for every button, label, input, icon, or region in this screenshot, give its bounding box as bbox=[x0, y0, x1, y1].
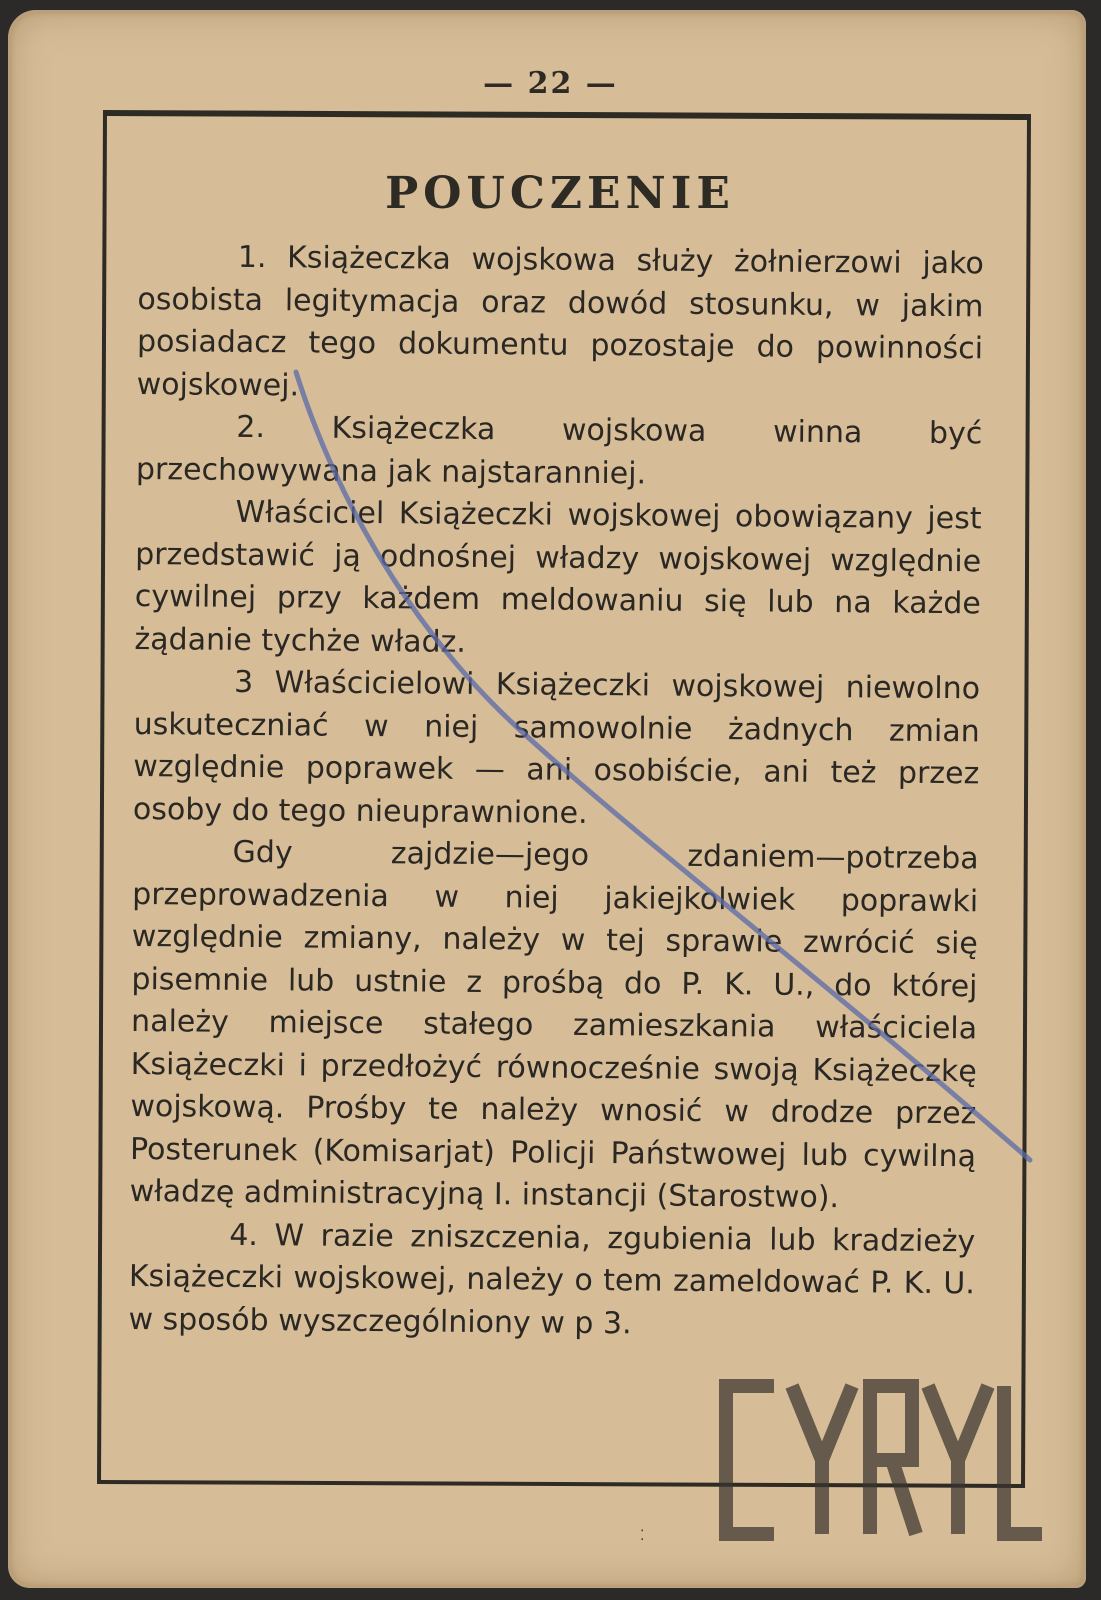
paragraph-4: 3 Właścicielowi Książeczki wojskowej niewolno uskuteczniać w niej samowolnie żadnych zmian względnie poprawek — ani osobiście, ani też przez osoby do tego nieuprawnione. bbox=[132, 664, 981, 831]
paragraph-2: 2. Książeczka wojskowa winna być przechowywana jak najstaranniej. bbox=[135, 409, 983, 491]
paragraph-3: Właściciel Książeczki wojskowej obowiązany jest przedstawić ją odnośnej władzy wojskowej względnie cywilnej przy każdem meldowaniu się lub na każde żądanie tychże władz. bbox=[134, 494, 982, 660]
paragraph-5: Gdy zajdzie—jego zdaniem—potrzeba przeprowadzenia w niej jakiejkolwiek poprawki względnie zmiany, należy w tej sprawie zwrócić się pisemnie lub ustnie z prośbą do P. K. U., do której należy miejsce stałego zamieszkania właściciela Książeczki i przedłożyć równocześnie swoją Książeczkę wojskową. Prośby te należy wnosić w drodze przez Posterunek (Komisarjat) Policji Państwowej lub cywilną władzę administracyjną I. instancji (Starostwo). bbox=[129, 834, 979, 1216]
paper-speck: ⁚ bbox=[640, 1528, 645, 1544]
cyryl-watermark-logo bbox=[716, 1376, 1046, 1544]
instruction-text bbox=[128, 236, 984, 1348]
paragraph-1: 1. Książeczka wojskowa służy żołnierzowi jako osobista legitymacja oraz dowód stosunku, w jakim posiadacz tego dokumentu pozostaje do powinności wojskowej. bbox=[136, 239, 984, 403]
page-number: — 22 — bbox=[483, 66, 618, 101]
paragraph-6: 4. W razie zniszczenia, zgubienia lub kradzieży Książeczki wojskowej, należy o tem zameldować P. K. U. w sposób wyszczególniony w p 3. bbox=[128, 1217, 976, 1341]
document-heading: POUCZENIE bbox=[385, 168, 735, 219]
